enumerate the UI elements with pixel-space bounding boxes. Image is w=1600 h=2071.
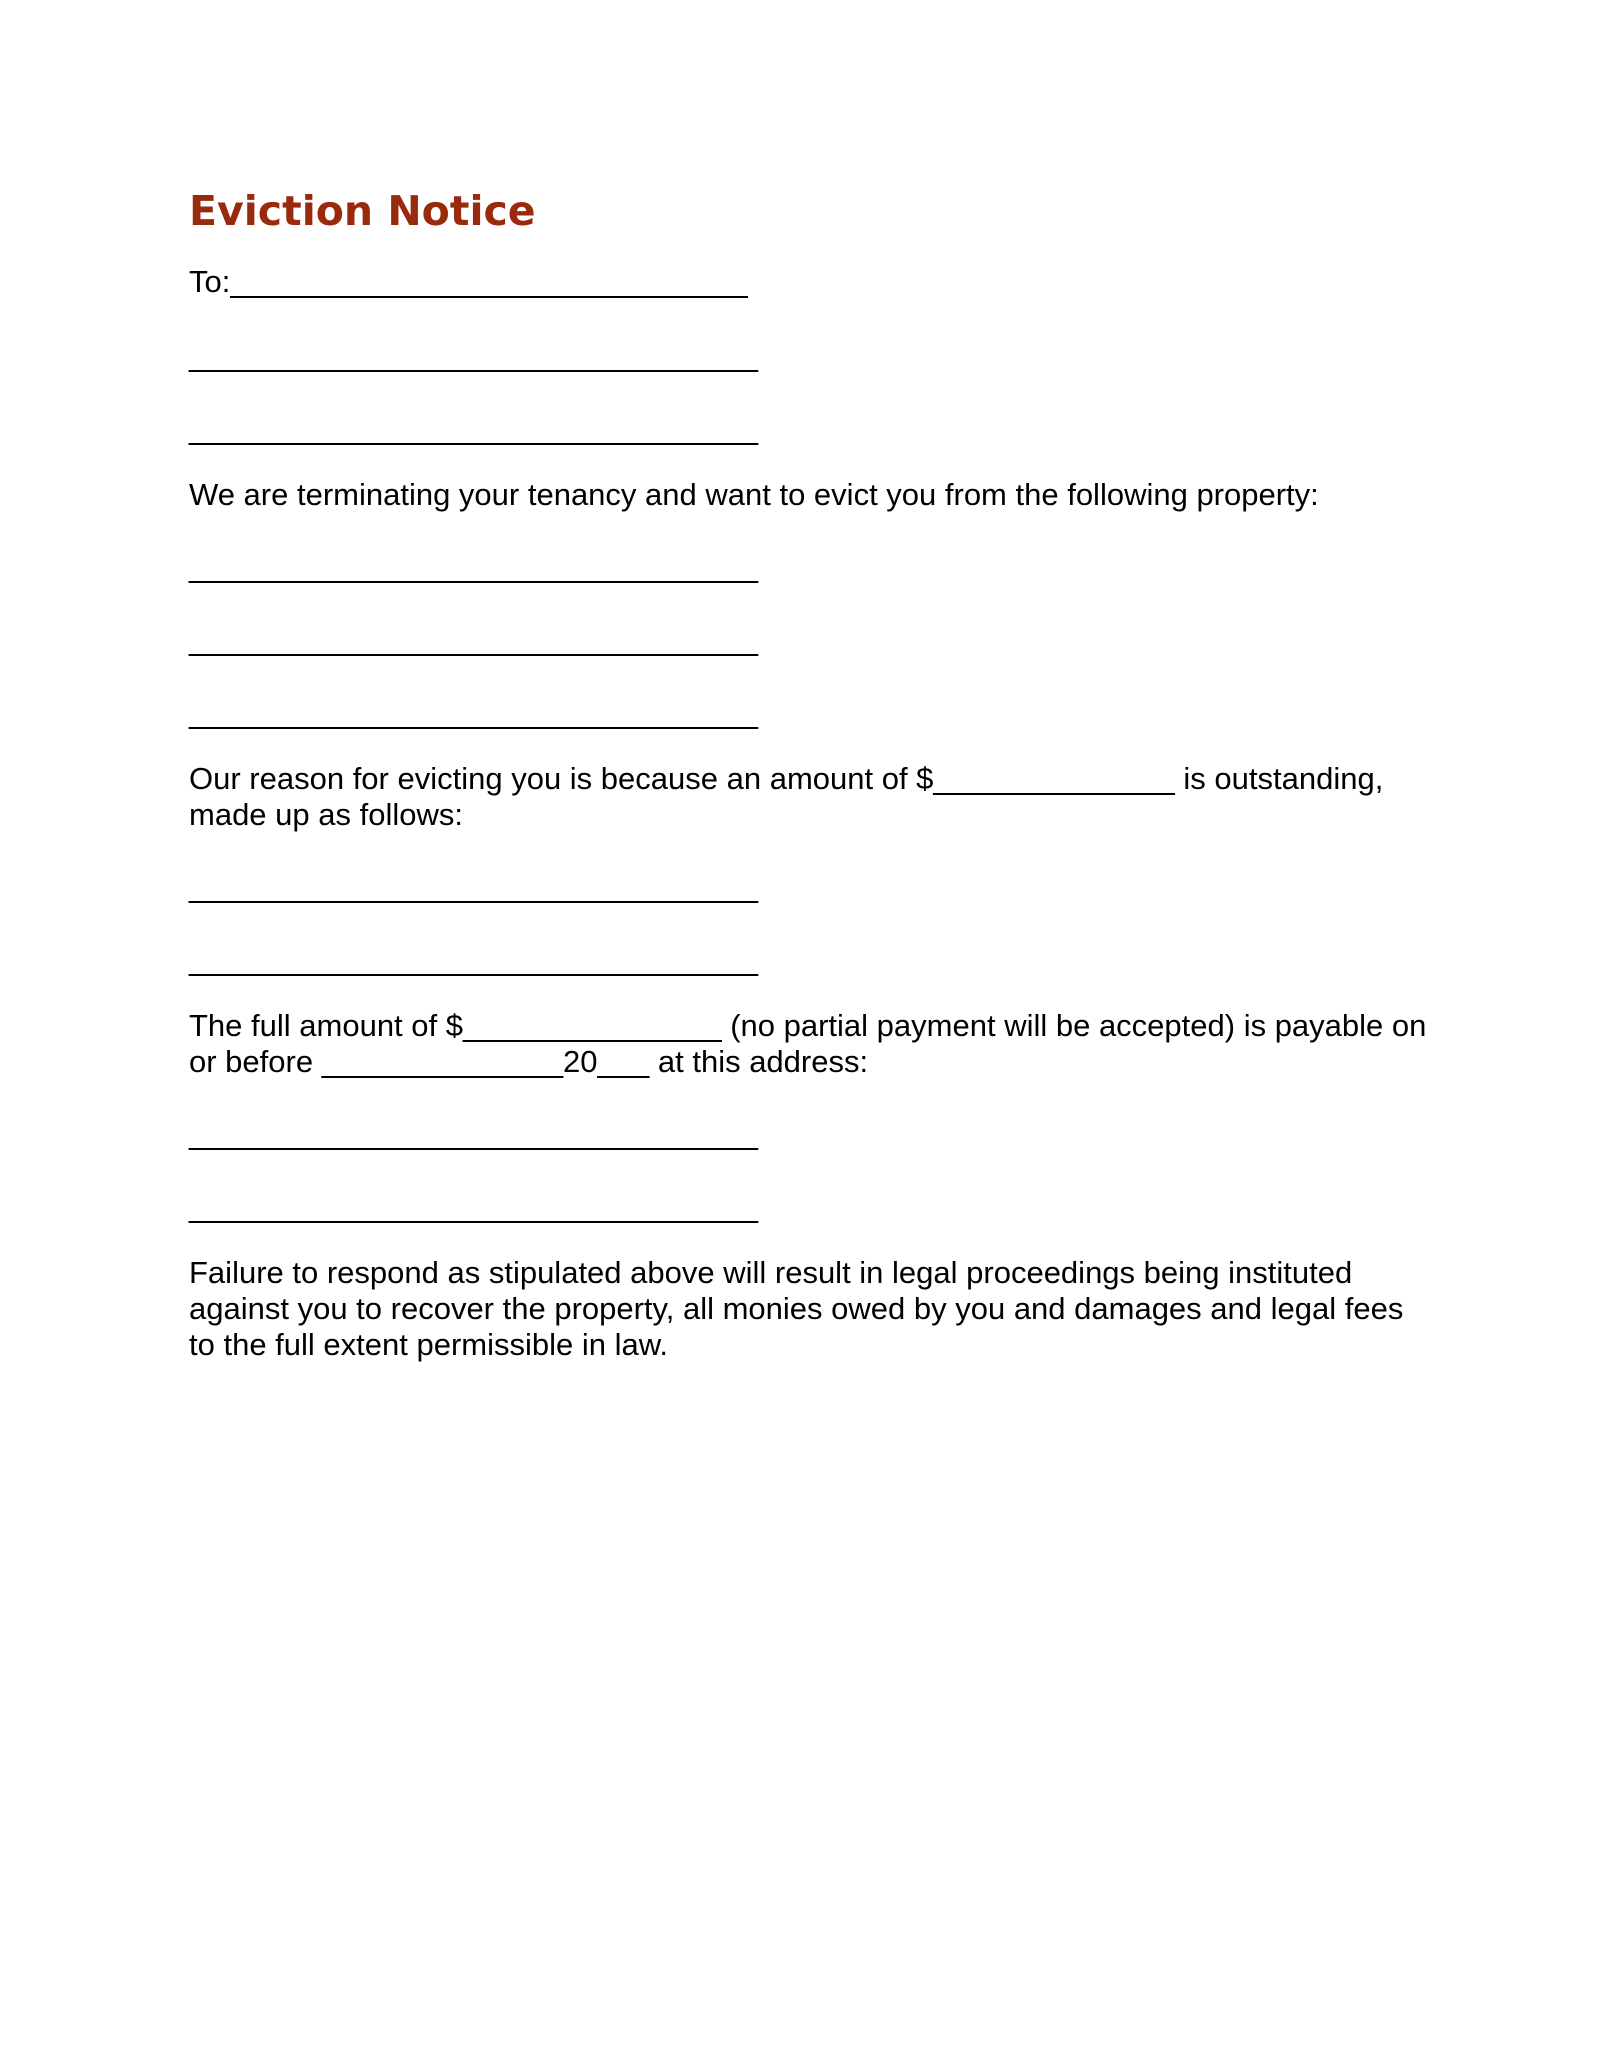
property-blank-line: _________________________________: [189, 695, 758, 730]
to-line: To:______________________________: [189, 264, 748, 299]
document-content: [189, 186, 1429, 1363]
document-title: Eviction Notice: [189, 187, 536, 235]
property-blank-line: _________________________________: [189, 549, 758, 584]
reason-paragraph: Our reason for evicting you is because an amount of $______________ is outstanding, made up as follows:: [189, 761, 1384, 832]
address-blank-line: _________________________________: [189, 1116, 758, 1151]
property-paragraph: We are terminating your tenancy and want to evict you from the following property:: [189, 477, 1319, 512]
failure-paragraph: Failure to respond as stipulated above will result in legal proceedings being instituted against you to recover the property, all monies owed by you and damages and legal fees to the full extent permissible in law.: [189, 1255, 1404, 1362]
property-blank-line: _________________________________: [189, 622, 758, 657]
reason-blank-line: _________________________________: [189, 942, 758, 977]
recipient-blank-line: _________________________________: [189, 411, 758, 446]
recipient-blank-line: _________________________________: [189, 338, 758, 373]
reason-blank-line: _________________________________: [189, 869, 758, 904]
payment-paragraph: The full amount of $_______________ (no partial payment will be accepted) is payable on or before ______________20___ at this address:: [189, 1008, 1427, 1079]
address-blank-line: _________________________________: [189, 1189, 758, 1224]
